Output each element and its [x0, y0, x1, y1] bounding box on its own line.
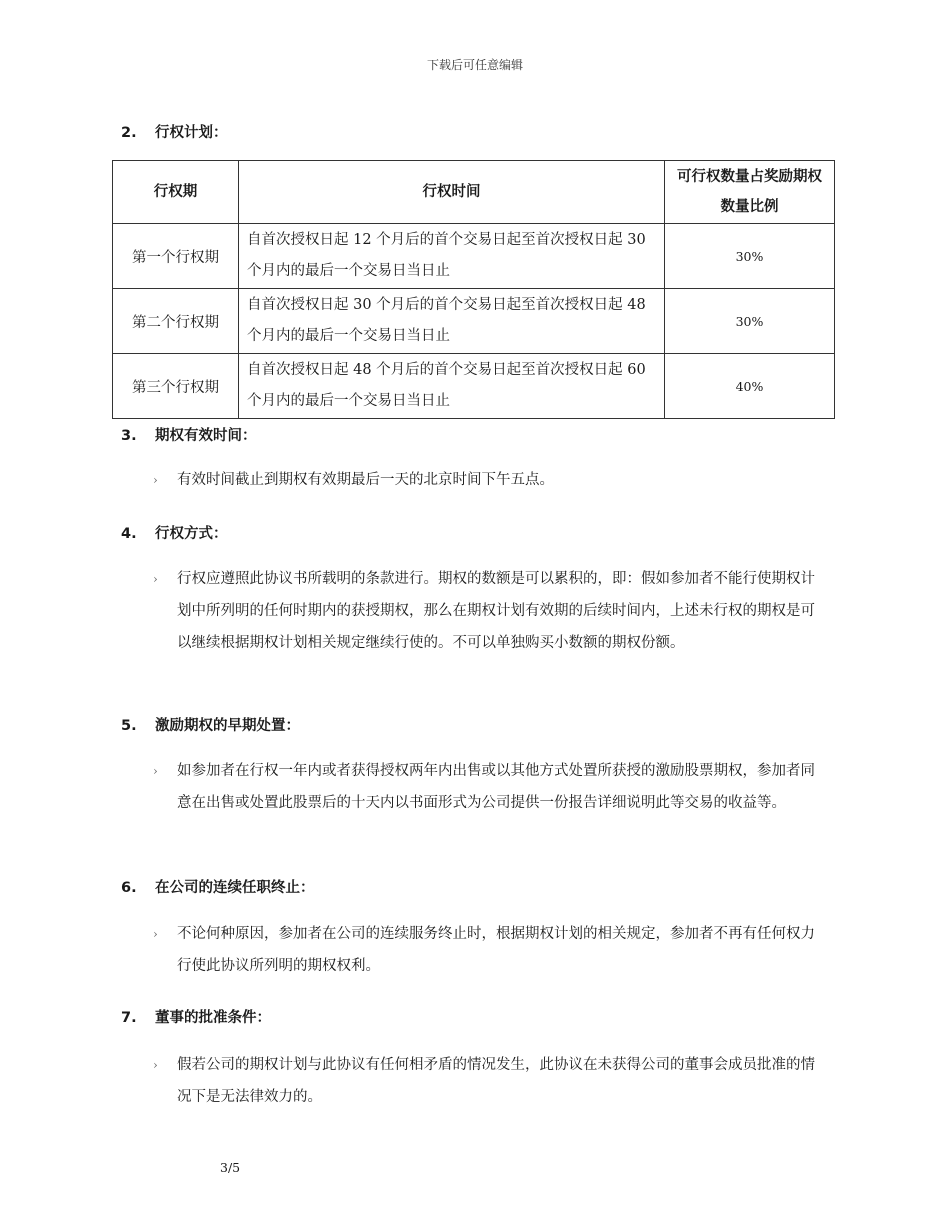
section-title: 董事的批准条件：: [155, 1010, 271, 1026]
bullet-text: 行权应遵照此协议书所载明的条款进行。期权的数额是可以累积的，即：假如参加者不能行使期权计划中所列明的任何时期内的获授期权，那么在期权计划有效期的后续时间内，上述未行权的期权是可以继续根据期权计划相关规定继续行使的。不可以单独购买小数额的期权份额。: [177, 571, 815, 651]
table-row: [113, 289, 835, 354]
section-heading-4: [121, 522, 228, 543]
bullet-arrow-icon: ›: [153, 473, 158, 487]
section-heading-2: [121, 121, 228, 142]
page-number: 3/5: [220, 1160, 241, 1175]
section-title: 行权方式：: [155, 526, 228, 542]
bullet-text: 假若公司的期权计划与此协议有任何相矛盾的情况发生，此协议在未获得公司的董事会成员批准的情况下是无法律效力的。: [177, 1057, 815, 1105]
section-title: 在公司的连续任职终止：: [155, 880, 315, 896]
time-cell: 自首次授权日起 48 个月后的首个交易日起至首次授权日起 60 个月内的最后一个交易日当日止: [239, 354, 665, 419]
time-cell: 自首次授权日起 12 个月后的首个交易日起至首次授权日起 30 个月内的最后一个交易日当日止: [239, 224, 665, 289]
section-number: 4.: [121, 526, 137, 542]
bullet-item: [153, 1049, 823, 1113]
bullet-arrow-icon: ›: [153, 927, 158, 941]
bullet-arrow-icon: ›: [153, 1058, 158, 1072]
header-period: 行权期: [113, 161, 239, 224]
period-cell: 第三个行权期: [113, 354, 239, 419]
section-title: 激励期权的早期处置：: [155, 718, 300, 734]
section-heading-3: [121, 424, 257, 445]
bullet-text: 有效时间截止到期权有效期最后一天的北京时间下午五点。: [177, 472, 554, 488]
section-number: 7.: [121, 1010, 137, 1026]
section-title: 期权有效时间：: [155, 428, 257, 444]
bullet-arrow-icon: ›: [153, 764, 158, 778]
section-heading-5: [121, 714, 300, 735]
header-note: 下载后可任意编辑: [426, 58, 523, 72]
bullet-item: [153, 464, 823, 496]
bullet-arrow-icon: ›: [153, 572, 158, 586]
section-heading-6: [121, 876, 315, 897]
ratio-cell: 30%: [665, 224, 835, 289]
ratio-cell: 30%: [665, 289, 835, 354]
section-number: 2.: [121, 125, 137, 141]
section-title: 行权计划：: [155, 125, 228, 141]
period-cell: 第二个行权期: [113, 289, 239, 354]
section-number: 3.: [121, 428, 137, 444]
period-cell: 第一个行权期: [113, 224, 239, 289]
bullet-text: 不论何种原因，参加者在公司的连续服务终止时，根据期权计划的相关规定，参加者不再有任何权力行使此协议所列明的期权权利。: [177, 926, 815, 974]
table-row: [113, 224, 835, 289]
bullet-text: 如参加者在行权一年内或者获得授权两年内出售或以其他方式处置所获授的激励股票期权，参加者同意在出售或处置此股票后的十天内以书面形式为公司提供一份报告详细说明此等交易的收益等。: [177, 763, 815, 811]
section-number: 5.: [121, 718, 137, 734]
bullet-item: [153, 755, 823, 819]
time-cell: 自首次授权日起 30 个月后的首个交易日起至首次授权日起 48 个月内的最后一个交易日当日止: [239, 289, 665, 354]
bullet-item: [153, 918, 823, 982]
header-ratio: 可行权数量占奖励期权数量比例: [665, 161, 835, 224]
bullet-item: [153, 563, 823, 659]
table-row: [113, 354, 835, 419]
exercise-plan-table: [112, 160, 835, 419]
section-number: 6.: [121, 880, 137, 896]
table-header-row: [113, 161, 835, 224]
header-time: 行权时间: [239, 161, 665, 224]
section-heading-7: [121, 1006, 271, 1027]
ratio-cell: 40%: [665, 354, 835, 419]
